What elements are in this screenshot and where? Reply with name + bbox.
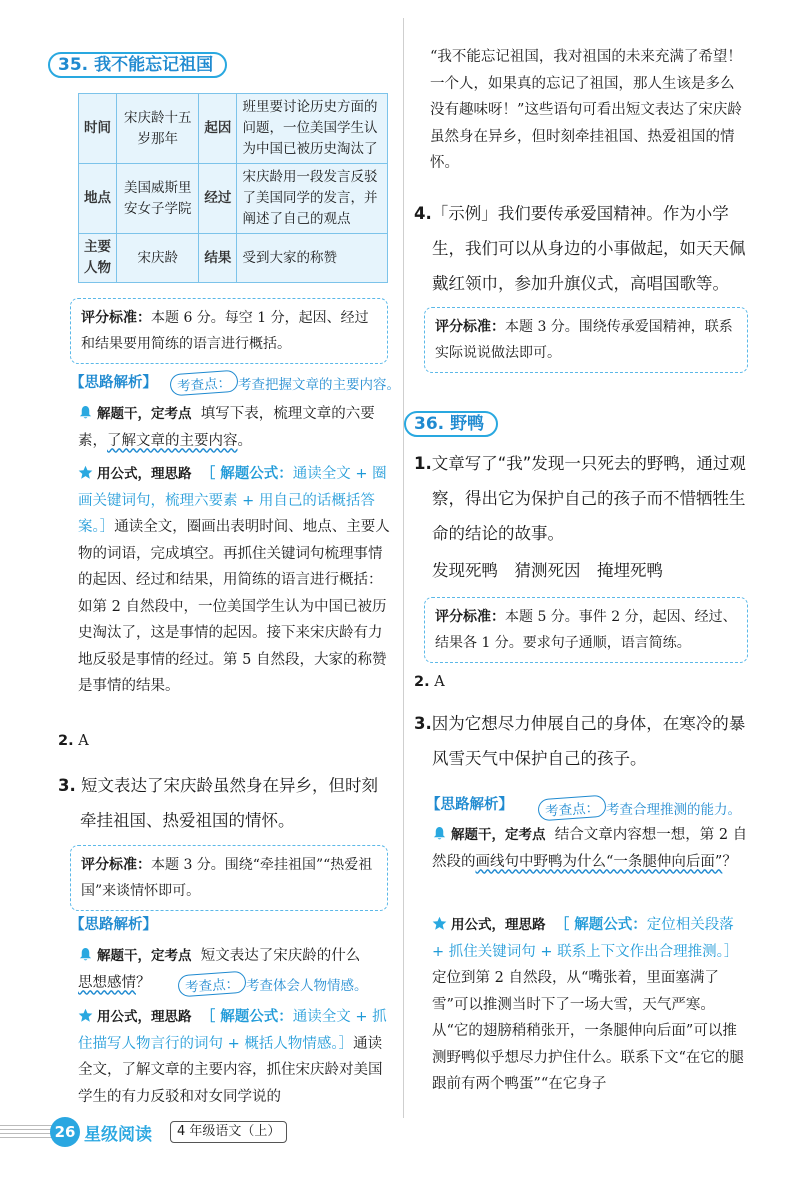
analysis-tag: 【思路解析】 [70, 917, 157, 933]
table-row [79, 94, 388, 164]
score-criteria-box: 评分标准：本题 3 分。围绕传承爱国精神，联系实际说说做法即可。 [424, 307, 748, 373]
table-value: 受到大家的称赞 [237, 234, 388, 283]
bell-icon [78, 405, 93, 420]
footer-decoration [0, 1125, 52, 1141]
answer-q1-keywords: 发现死鸭 猜测死因 掩埋死鸭 [432, 561, 663, 580]
table-row [79, 234, 388, 283]
answer-q3: 3. 短文表达了宋庆龄虽然身在异乡，但时刻牵挂祖国、热爱祖国的情怀。 [58, 776, 378, 830]
score-criteria-box: 评分标准：本题 3 分。围绕“牵挂祖国”“热爱祖国”来谈情怀即可。 [70, 845, 388, 911]
answer-q3: 3.因为它想尽力伸展自己的身体，在寒冷的暴风雪天气中保护自己的孩子。 [414, 714, 746, 768]
page-footer [0, 1117, 800, 1151]
table-value: 宋庆龄 [117, 234, 199, 283]
score-label: 评分标准： [81, 310, 151, 326]
star-icon [78, 1008, 93, 1023]
score-criteria-box: 评分标准：本题 5 分。事件 2 分，起因、经过、结果各 1 分。要求句子通顺，语言简练。 [424, 597, 748, 663]
answer-q2: 2. A [58, 733, 89, 749]
step-formula: 用公式，理思路 ［ 解题公式：通读全文 + 圈画关键词句，梳理六要素 + 用自己的话概括答案。］通读全文，圈画出表明时间、地点、主要人物的词语，完成填空。再抓住关键词句梳理事情的起因、经过和结果，用简练的语言进行概括：如第 2 自然段中，一位美国学生认为中国已被历史淘汰了，这是事情的起因。接下来宋庆龄有力地反驳是事情的经过。第 5 自然段，大家的称赞是事情的结果。 [78, 466, 390, 694]
step-read-question: 解题干，定考点 结合文章内容想一想，第 2 自然段的画线句中野鸭为什么“一条腿伸向后面”？ [432, 827, 748, 870]
six-elements-table [78, 93, 388, 283]
table-key: 经过 [199, 164, 237, 234]
exam-point-text: 考查把握文章的主要内容。 [238, 377, 400, 393]
answer-q2: 2. A [414, 674, 445, 690]
grade-label: 4 年级语文（上） [170, 1121, 287, 1143]
star-icon [78, 465, 93, 480]
answer-q4: 4.「示例」我们要传承爱国精神。作为小学生，我们可以从身边的小事做起，如天天佩戴红领巾，参加升旗仪式，高唱国歌等。 [414, 204, 746, 293]
table-key: 主要人物 [79, 234, 117, 283]
table-value: 宋庆龄十五岁那年 [117, 94, 199, 164]
section-title-36: 36. 野鸭 [404, 411, 498, 437]
answer-q1: 1.文章写了“我”发现一只死去的野鸭，通过观察，得出它为保护自己的孩子而不惜牺牲生命的结论的故事。 [414, 454, 746, 543]
step-read-question: 解题干，定考点 短文表达了宋庆龄的什么 思想感情？ [78, 948, 361, 991]
section-title-35: 35. 我不能忘记祖国 [48, 52, 227, 78]
exam-point-label: 考查点： [169, 370, 238, 397]
table-key: 时间 [79, 94, 117, 164]
table-key: 起因 [199, 94, 237, 164]
table-value: 宋庆龄用一段发言反驳了美国同学的发言，并阐述了自己的观点 [237, 164, 388, 234]
score-criteria-box [70, 298, 388, 364]
page-number: 26 [50, 1117, 80, 1147]
bell-icon [78, 947, 93, 962]
exam-point [170, 372, 400, 394]
star-icon [432, 916, 447, 931]
table-key: 地点 [79, 164, 117, 234]
exam-point: 考查点： 考查合理推测的能力。 [538, 797, 741, 819]
analysis-tag: 【思路解析】 [426, 797, 513, 813]
bell-icon [432, 826, 447, 841]
analysis-tag: 【思路解析】 [70, 375, 157, 391]
exam-point: 考查点： 考查体会人物情感。 [178, 973, 368, 995]
table-row [79, 164, 388, 234]
step-formula: 用公式，理思路 ［ 解题公式：通读全文 + 抓住描写人物言行的词句 + 概括人物情感。］通读全文，了解文章的主要内容，抓住宋庆龄对美国学生的有力反驳和对女同学说的 [78, 1009, 387, 1105]
step-formula: 用公式，理思路 ［ 解题公式：定位相关段落 + 抓住关键词句 + 联系上下文作出合理推测。］定位到第 2 自然段，从“嘴张着，里面塞满了雪”可以推测当时下了一场大雪，天气严寒。从“它的翅膀稍稍张开，一条腿伸向后面”可以推测野鸭似乎想尽力护住什么。联系下文“在它的腿跟前有两个鸭蛋”“在它身子 [432, 917, 744, 1092]
step-read-question: 解题干，定考点 填写下表，梳理文章的六要素，了解文章的主要内容。 [78, 406, 375, 449]
answer-continuation: “我不能忘记祖国，我对祖国的未来充满了希望！一个人，如果真的忘记了祖国，那人生该是多么没有趣味呀！”这些语句可看出短文表达了宋庆龄虽然身在异乡，但时刻牵挂祖国、热爱祖国的情怀。 [430, 49, 742, 171]
column-divider [403, 18, 404, 1118]
table-key: 结果 [199, 234, 237, 283]
score-text: 本题 6 分。每空 1 分，起因、经过和结果要用简练的语言进行概括。 [81, 310, 369, 352]
table-value: 美国威斯里安女子学院 [117, 164, 199, 234]
table-value: 班里要讨论历史方面的问题，一位美国学生认为中国已被历史淘汰了 [237, 94, 388, 164]
brand-logo: 星级阅读 [84, 1125, 152, 1145]
